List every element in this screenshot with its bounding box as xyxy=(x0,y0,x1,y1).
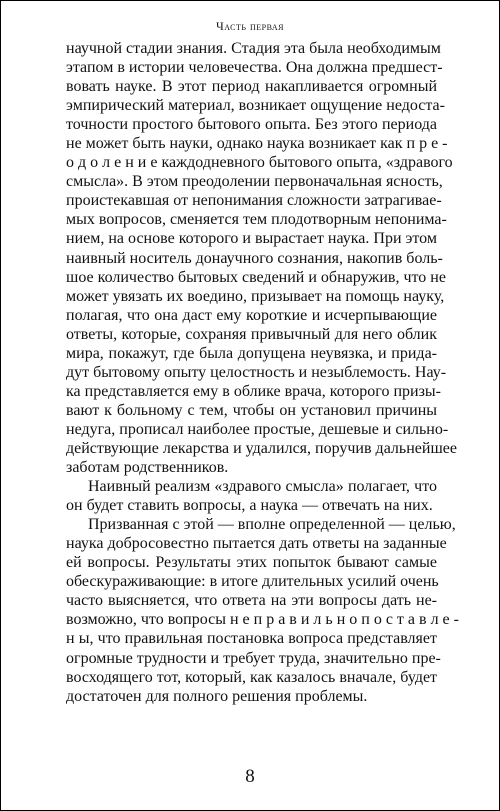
text-line: действующие лекарства и удалился, поручив дальнейшее xyxy=(66,439,457,457)
text-line: наивный носитель донаучного сознания, накопив боль- xyxy=(66,249,443,267)
text-line: может увязать их воедино, призывает на помощь науку, xyxy=(66,287,445,305)
text-line: восходящего тот, который, как казалось вначале, будет xyxy=(66,668,438,686)
text-line: ответы, которые, сохраняя привычный для него облик xyxy=(66,325,437,343)
text-line: огромные трудности и требует труда, значительно пре- xyxy=(66,649,441,667)
text-line: обескураживающие: в итоге длительных усилий очень xyxy=(66,573,439,591)
text-line: нием, на основе которого и вырастает наука. При этом xyxy=(66,230,437,248)
text-line: ей вопросы. Результаты этих попыток бывают самые xyxy=(66,554,437,572)
text-line: дут бытовому опыту целостность и незыблемость. Нау- xyxy=(66,363,447,381)
paragraph-end-line: он будет ставить вопросы, а наука — отвечать на них. xyxy=(66,497,433,515)
text-line: недуга, прописал наиболее простые, дешевые и сильно- xyxy=(66,420,449,438)
text-line: научной стадии знания. Стадия эта была необходимым xyxy=(66,40,441,57)
paragraph-first-line: Наивный реализм «здравого смысла» полагает, что xyxy=(88,478,437,496)
text-line: возможно, что вопросы н е п р а в и л ь н о п о с т а в л е - xyxy=(66,611,459,629)
text-line: мира, покажут, где была допущена неувязка, и прида- xyxy=(66,344,437,362)
text-line: не может быть науки, однако наука возникает как п р е - xyxy=(66,135,448,153)
text-line: проистекавшая от непонимания сложности затрагивае- xyxy=(66,192,442,210)
text-line: часто выясняется, что ответа на эти вопросы дать не- xyxy=(66,592,437,610)
paragraph-end-line: достаточен для полного решения проблемы. xyxy=(66,687,368,705)
text-line: о д о л е н и е каждодневного бытового опыта, «здравого xyxy=(66,154,453,172)
paragraph-end-line: заботам родственников. xyxy=(66,459,229,477)
text-line: этапом в истории человечества. Она должна предшест- xyxy=(66,59,443,77)
text-line: вовать науке. В этот период накапливается огромный xyxy=(66,78,437,96)
text-line: мых вопросов, сменяется тем плодотворным непонима- xyxy=(66,211,447,229)
text-line: эмпирический материал, возникает ощущение недоста- xyxy=(66,97,445,115)
paragraph-first-line: Призванная с этой — вполне определенной — целью, xyxy=(88,516,456,534)
running-header: Часть первая xyxy=(215,19,285,33)
text-line: шое количество бытовых сведений и обнаружив, что не xyxy=(66,268,446,286)
body-text xyxy=(66,39,459,706)
text-line: смысла». В этом преодолении первоначальная ясность, xyxy=(66,173,443,191)
page-number: 8 xyxy=(245,766,255,787)
text-line: точности простого бытового опыта. Без этого периода xyxy=(66,116,437,134)
text-line: наука добросовестно пытается дать ответы на заданные xyxy=(66,535,447,553)
text-line: н ы, что правильная постановка вопроса представляет xyxy=(66,630,437,648)
text-line: вают к больному с тем, чтобы он установил причины xyxy=(66,401,437,419)
text-line: полагая, что она даст ему короткие и исчерпывающие xyxy=(66,306,437,324)
text-line: ка представляется ему в облике врача, которого призы- xyxy=(66,382,441,400)
